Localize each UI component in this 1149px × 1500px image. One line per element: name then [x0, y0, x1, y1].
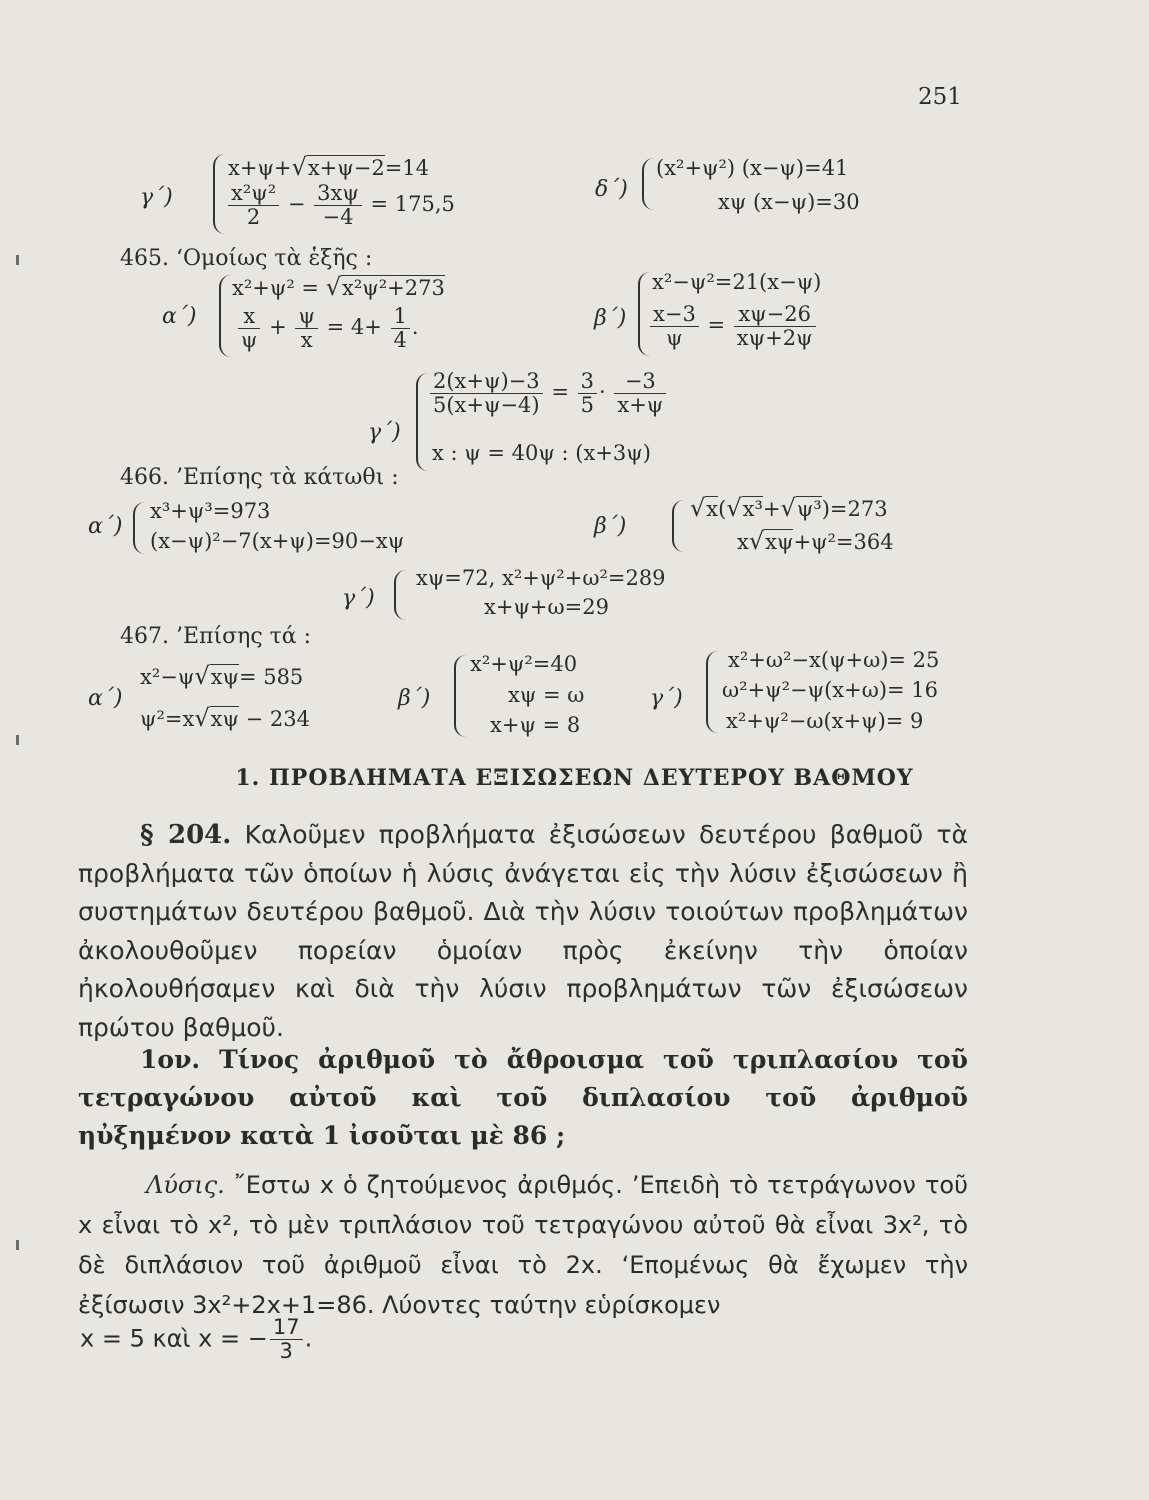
ex467-gamma-line3: x²+ψ²−ω(x+ψ)= 9: [726, 709, 924, 733]
ex465-gamma-line1: $\frac{2(x+\psi)-3}{5(x+\psi-4)}$ = $\frac{3}{5}$ · $\frac{-3}{x+\psi}$: [428, 370, 668, 417]
prev-delta-label: δ΄): [595, 177, 628, 202]
section-number: § 204.: [140, 820, 232, 850]
exercise-465-heading: 465. ‘Ομοίως τὰ ἑξῆς :: [120, 246, 373, 271]
ex466-gamma-brace: [394, 570, 406, 620]
ex465-gamma-label: γ΄): [368, 420, 401, 445]
ex467-gamma-label: γ΄): [650, 686, 683, 711]
prev-gamma-line2: $\frac{\text{x²ψ²}}{2}$ − $\frac{3x\psi}{-4}$ = 175,5: [226, 182, 455, 229]
ex465-alpha-line1: x²+ψ² = √x²ψ²+273: [232, 273, 445, 301]
exercise-466-heading: 466. ’Επίσης τὰ κάτωθι :: [120, 465, 399, 490]
ex466-alpha-line1: x³+ψ³=973: [150, 499, 271, 523]
ex465-alpha-brace: [219, 275, 231, 357]
prev-delta-brace: [642, 158, 654, 210]
ex465-alpha-line2: $\frac{x}{\psi}$ + $\frac{\psi}{x}$ = 4+ $\frac{1}{4}$ .: [236, 305, 419, 352]
prev-delta-line2: xψ (x−ψ)=30: [718, 190, 860, 214]
ex466-gamma-label: γ΄): [342, 586, 375, 611]
ex466-beta-brace: [672, 500, 684, 552]
exercise-467-heading: 467. ’Επίσης τά :: [120, 624, 312, 649]
ex466-alpha-label: α΄): [88, 514, 123, 539]
ex467-gamma-line1: x²+ω²−x(ψ+ω)= 25: [728, 648, 940, 672]
ex466-beta-line2: x√xψ+ψ²=364: [737, 527, 894, 555]
ex467-alpha-line1: x²−ψ√xψ= 585: [140, 662, 304, 690]
section-title: 1. ΠΡΟΒΛΗΜΑΤΑ ΕΞΙΣΩΣΕΩΝ ΔΕΥΤΕΡΟΥ ΒΑΘΜΟΥ: [235, 765, 914, 791]
solution: [78, 1165, 968, 1325]
ex467-alpha-line2: ψ²=x√xψ − 234: [140, 704, 310, 732]
ex467-beta-line3: x+ψ = 8: [490, 713, 581, 737]
ex467-beta-line1: x²+ψ²=40: [470, 652, 578, 676]
paragraph-204-text: Καλοῦμεν προβλήματα ἐξισώσεων δευτέρου βαθμοῦ τὰ προβλήματα τῶν ὁποίων ἡ λύσις ἀνάγεται εἰς τὴν λύσιν ἐξισώσεων ἢ συστημάτων δευτέρου βαθμοῦ. Διὰ τὴν λύσιν τοιούτων προβλημάτων ἀκολουθοῦμεν πορείαν ὁμοίαν πρὸς ἐκείνην τὴν ὁποίαν ἠκολουθήσαμεν καὶ διὰ τὴν λύσιν προβλημάτων τῶν ἐξισώσεων πρώτου βαθμοῦ.: [78, 820, 968, 1042]
ex467-beta-brace: [454, 655, 466, 737]
ex465-alpha-label: α΄): [162, 304, 197, 329]
prev-gamma-line1: x+ψ+√x+ψ−2=14: [228, 153, 430, 181]
paragraph-204: [78, 816, 968, 1047]
solution-label: Λύσις.: [146, 1171, 225, 1199]
ex467-gamma-brace: [706, 651, 718, 733]
scan-mark: [16, 1240, 19, 1250]
ex466-beta-label: β΄): [594, 514, 627, 539]
ex466-gamma-line2: x+ψ+ω=29: [484, 595, 609, 619]
ex466-gamma-line1: xψ=72, x²+ψ²+ω²=289: [416, 566, 666, 590]
ex467-beta-label: β΄): [398, 686, 431, 711]
ex465-beta-line2: $\frac{x-3}{\psi}$ = $\frac{x\psi-26}{x\psi+2\psi}$: [648, 303, 818, 350]
prev-gamma-label: γ΄): [140, 185, 173, 210]
ex465-beta-line1: x²−ψ²=21(x−ψ): [652, 270, 822, 294]
ex467-alpha-label: α΄): [88, 686, 123, 711]
ex467-beta-line2: xψ = ω: [508, 683, 585, 707]
ex466-beta-line1: √x(√x³+√ψ³)=273: [690, 494, 888, 522]
ex466-alpha-brace: [133, 502, 145, 554]
ex467-gamma-line2: ω²+ψ²−ψ(x+ω)= 16: [722, 678, 939, 702]
scan-mark: [16, 255, 19, 265]
ex466-alpha-line2: (x−ψ)²−7(x+ψ)=90−xψ: [150, 529, 405, 553]
prev-delta-line1: (x²+ψ²) (x−ψ)=41: [656, 156, 849, 180]
problem-1-text: 1ον. Τίνος ἀριθμοῦ τὸ ἄθροισμα τοῦ τριπλασίου τοῦ τετραγώνου αὐτοῦ καὶ τοῦ διπλασίου τοῦ ἀριθμοῦ ηὐξημένον κατὰ 1 ἰσοῦται μὲ 86 ;: [78, 1045, 968, 1150]
prev-gamma-brace: [213, 154, 225, 234]
solution-result: x = 5 καὶ x = − $\frac{17}{3}$ .: [80, 1315, 313, 1364]
ex465-beta-label: β΄): [594, 306, 627, 331]
ex465-gamma-line2: x : ψ = 40ψ : (x+3ψ): [432, 441, 651, 465]
scan-mark: [16, 735, 19, 745]
ex465-gamma-brace: [416, 373, 428, 471]
problem-1: [78, 1041, 968, 1155]
page-number: 251: [918, 84, 962, 110]
solution-text: ῎Εστω x ὁ ζητούμενος ἀριθμός. ’Επειδὴ τὸ τετράγωνον τοῦ x εἶναι τὸ x², τὸ μὲν τριπλάσιον τοῦ τετραγώνου αὐτοῦ θὰ εἶναι 3x², τὸ δὲ διπλάσιον τοῦ ἀριθμοῦ εἶναι τὸ 2x. ‘Επομένως θὰ ἔχωμεν τὴν ἐξίσωσιν 3x²+2x+1=86. Λύοντες ταύτην εὑρίσκομεν: [78, 1171, 968, 1319]
